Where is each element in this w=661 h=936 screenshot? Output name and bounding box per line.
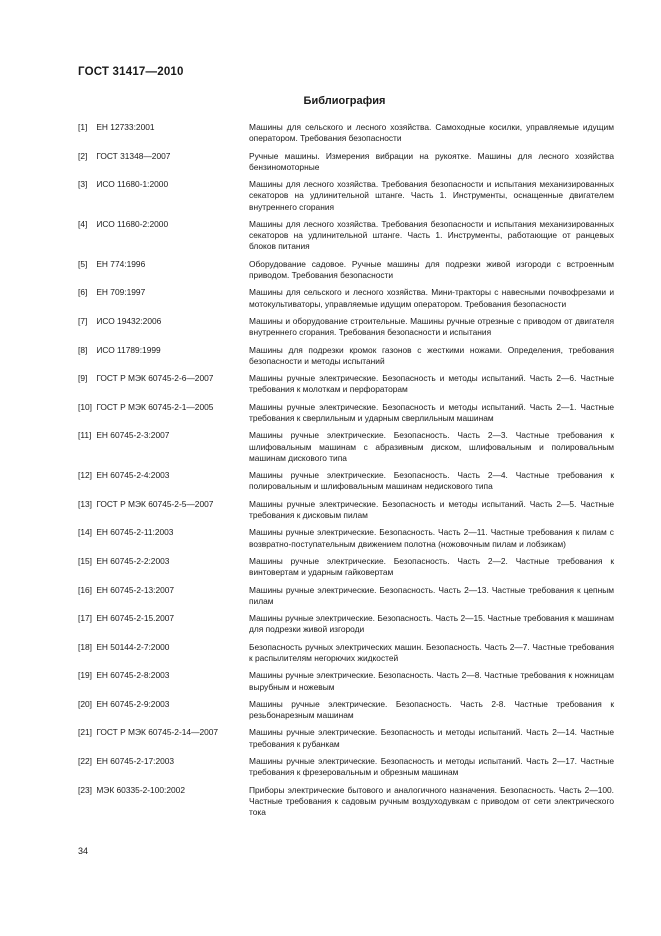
- bibliography-entry: [78, 373, 614, 395]
- entry-number: [21]: [78, 727, 92, 738]
- entry-number: [9]: [78, 373, 88, 384]
- bibliography-entry: [78, 727, 614, 749]
- entry-standard-code: ЕН 60745-2-9:2003: [96, 698, 170, 709]
- entry-number: [6]: [78, 287, 88, 298]
- entry-standard-code: ЕН 60745-2-11:2003: [96, 527, 174, 538]
- entry-title: Оборудование садовое. Ручные машины для подрезки живой изгороди с встроенным приводом. Требования безопасности: [249, 258, 614, 280]
- standard-header: ГОСТ 31417—2010: [78, 66, 184, 78]
- bibliography-entry: [78, 179, 614, 213]
- entry-number: [5]: [78, 258, 88, 269]
- entry-number: [16]: [78, 584, 92, 595]
- entry-title: Безопасность ручных электрических машин. Безопасность. Часть 2—7. Частные требования к распылителям негорючих жидкостей: [249, 641, 614, 663]
- bibliography-list: [78, 122, 614, 824]
- entry-reference: [78, 373, 249, 395]
- entry-title: Машины ручные электрические. Безопасность и методы испытаний. Часть 2—5. Частные требования к дисковым пилам: [249, 498, 614, 520]
- entry-reference: [78, 727, 249, 749]
- bibliography-entry: [78, 613, 614, 635]
- entry-number: [12]: [78, 470, 92, 481]
- entry-standard-code: ИСО 11680-1:2000: [96, 179, 169, 190]
- bibliography-entry: [78, 402, 614, 424]
- entry-standard-code: ЕН 12733:2001: [96, 122, 155, 132]
- entry-standard-code: ГОСТ Р МЭК 60745-2-6—2007: [96, 373, 214, 384]
- bibliography-entry: [78, 345, 614, 367]
- entry-number: [3]: [78, 179, 88, 190]
- bibliography-entry: [78, 756, 614, 778]
- entry-reference: [78, 642, 249, 664]
- entry-reference: [78, 756, 249, 778]
- entry-number: [13]: [78, 498, 92, 509]
- entry-title: Приборы электрические бытового и аналогичного назначения. Безопасность. Часть 2—100. Частные требования к садовым ручным воздуходувкам с приводом от сети электрического тока: [249, 784, 614, 818]
- entry-number: [10]: [78, 401, 92, 412]
- entry-standard-code: ЕН 60745-2-17:2003: [96, 756, 175, 767]
- entry-standard-code: ЕН 60745-2-3:2007: [96, 430, 170, 441]
- bibliography-entry: [78, 287, 614, 309]
- entry-reference: [78, 151, 249, 173]
- entry-standard-code: ИСО 11789:1999: [96, 344, 161, 355]
- entry-number: [8]: [78, 344, 88, 355]
- bibliography-entry: [78, 316, 614, 338]
- entry-standard-code: ЕН 50144-2-7:2000: [96, 641, 170, 652]
- entry-standard-code: ЕН 60745-2-13:2007: [96, 584, 175, 595]
- bibliography-entry: [78, 699, 614, 721]
- entry-title: Машины ручные электрические. Безопасность. Часть 2-8. Частные требования к резьбонарезным машинам: [249, 698, 614, 721]
- entry-reference: [78, 699, 249, 721]
- bibliography-entry: [78, 499, 614, 521]
- page-number: 34: [78, 846, 89, 856]
- entry-number: [20]: [78, 698, 92, 709]
- entry-reference: [78, 585, 249, 607]
- entry-standard-code: ЕН 60745-2-4:2003: [96, 470, 170, 481]
- entry-title: Машины для подрезки кромок газонов с жесткими ножами. Определения, требования безопасности и методы испытаний: [249, 344, 614, 366]
- entry-title: Машины ручные электрические. Безопасность. Часть 2—2. Частные требования к винтовертам и ударным гайковертам: [249, 555, 614, 578]
- entry-standard-code: ЕН 774:1996: [96, 258, 146, 269]
- entry-number: [14]: [78, 527, 92, 538]
- entry-reference: [78, 556, 249, 578]
- entry-number: [7]: [78, 315, 88, 326]
- bibliography-entry: [78, 470, 614, 492]
- entry-reference: [78, 670, 249, 692]
- entry-title: Машины ручные электрические. Безопасность и методы испытаний. Часть 2—14. Частные требования к рубанкам: [249, 727, 614, 749]
- entry-title: Машины для лесного хозяйства. Требования безопасности и испытания механизированных секаторов на удлинительной штанге. Часть 1. Инструменты, оснащенные двигателем внутреннего сгорания: [249, 179, 614, 212]
- entry-reference: [78, 402, 249, 424]
- entry-reference: [78, 499, 249, 521]
- entry-standard-code: ЕН 60745-2-8:2003: [96, 670, 170, 681]
- entry-reference: [78, 122, 249, 144]
- entry-reference: [78, 785, 249, 819]
- entry-standard-code: ИСО 11680-2:2000: [96, 218, 169, 229]
- entry-title: Ручные машины. Измерения вибрации на рукоятке. Машины для лесного хозяйства бензиномоторные: [249, 150, 614, 172]
- entry-standard-code: ЕН 60745-2-2:2003: [96, 555, 170, 566]
- section-title: Библиография: [303, 95, 386, 107]
- entry-standard-code: ГОСТ Р МЭК 60745-2-5—2007: [96, 498, 214, 509]
- entry-title: Машины ручные электрические. Безопасность и методы испытаний. Часть 2—17. Частные требования к фрезеровальным и обрезным машинам: [249, 756, 614, 778]
- entry-reference: [78, 259, 249, 281]
- entry-number: [11]: [78, 430, 92, 441]
- entry-reference: [78, 316, 249, 338]
- entry-reference: [78, 179, 249, 213]
- entry-standard-code: ИСО 19432:2006: [96, 315, 162, 326]
- entry-reference: [78, 430, 249, 464]
- entry-standard-code: ЕН 709:1997: [96, 287, 146, 298]
- entry-title: Машины ручные электрические. Безопасность. Часть 2—3. Частные требования к шлифовальным машинам с абразивным диском, шлифовальным и полировальным машинам дискового типа: [249, 430, 614, 463]
- entry-title: Машины ручные электрические. Безопасность. Часть 2—11. Частные требования к пилам с возвратно-поступательным движением полотна (ножовочным пилам и лобзикам): [249, 527, 614, 549]
- entry-number: [17]: [78, 613, 92, 624]
- bibliography-entry: [78, 122, 614, 144]
- entry-title: Машины ручные электрические. Безопасность. Часть 2—13. Частные требования к цепным пилам: [249, 584, 614, 606]
- entry-reference: [78, 613, 249, 635]
- entry-standard-code: ГОСТ 31348—2007: [96, 150, 171, 161]
- entry-reference: [78, 287, 249, 309]
- entry-title: Машины для лесного хозяйства. Требования безопасности и испытания механизированных секаторов на удлинительной штанге. Часть 1. Инструменты, работающие от ранцевых блоков питания: [249, 218, 614, 252]
- entry-standard-code: ГОСТ Р МЭК 60745-2-1—2005: [96, 401, 214, 412]
- entry-number: [23]: [78, 784, 92, 795]
- entry-title: Машины ручные электрические. Безопасность. Часть 2—15. Частные требования к машинам для подрезки живой изгороди: [249, 613, 614, 635]
- entry-number: [1]: [78, 122, 88, 132]
- entry-number: [22]: [78, 756, 92, 767]
- bibliography-entry: [78, 259, 614, 281]
- entry-title: Машины ручные электрические. Безопасность и методы испытаний. Часть 2—6. Частные требования к молоткам и перфораторам: [249, 373, 614, 395]
- entry-number: [18]: [78, 641, 92, 652]
- entry-reference: [78, 527, 249, 549]
- bibliography-entry: [78, 219, 614, 253]
- entry-standard-code: ГОСТ Р МЭК 60745-2-14—2007: [96, 727, 219, 738]
- entry-number: [15]: [78, 555, 92, 566]
- entry-title: Машины ручные электрические. Безопасность и методы испытаний. Часть 2—1. Частные требования к сверлильным и ударным сверлильным машинам: [249, 401, 614, 423]
- entry-standard-code: МЭК 60335-2-100:2002: [96, 784, 185, 795]
- entry-title: Машины и оборудование строительные. Машины ручные отрезные с приводом от двигателя внутреннего сгорания. Требования безопасности и испытания: [249, 315, 614, 338]
- entry-standard-code: ЕН 60745-2-15.2007: [96, 613, 175, 624]
- bibliography-entry: [78, 527, 614, 549]
- bibliography-entry: [78, 151, 614, 173]
- bibliography-entry: [78, 556, 614, 578]
- entry-title: Машины для сельского и лесного хозяйства. Мини-тракторы с навесными почвофрезами и мотокультиваторы, управляемые идущим оператором. Требования безопасности: [249, 287, 614, 309]
- bibliography-entry: [78, 430, 614, 464]
- entry-title: Машины для сельского и лесного хозяйства. Самоходные косилки, управляемые идущим оператором. Требования безопасности: [249, 122, 614, 144]
- bibliography-entry: [78, 670, 614, 692]
- entry-number: [19]: [78, 670, 92, 681]
- bibliography-entry: [78, 585, 614, 607]
- bibliography-entry: [78, 785, 614, 819]
- entry-reference: [78, 470, 249, 492]
- entry-title: Машины ручные электрические. Безопасность. Часть 2—8. Частные требования к ножницам вырубным и ножевым: [249, 670, 614, 692]
- entry-title: Машины ручные электрические. Безопасность. Часть 2—4. Частные требования к полировальным и шлифовальным машинам недискового типа: [249, 470, 614, 492]
- entry-reference: [78, 345, 249, 367]
- entry-number: [4]: [78, 218, 88, 229]
- entry-reference: [78, 219, 249, 253]
- bibliography-entry: [78, 642, 614, 664]
- entry-number: [2]: [78, 150, 88, 161]
